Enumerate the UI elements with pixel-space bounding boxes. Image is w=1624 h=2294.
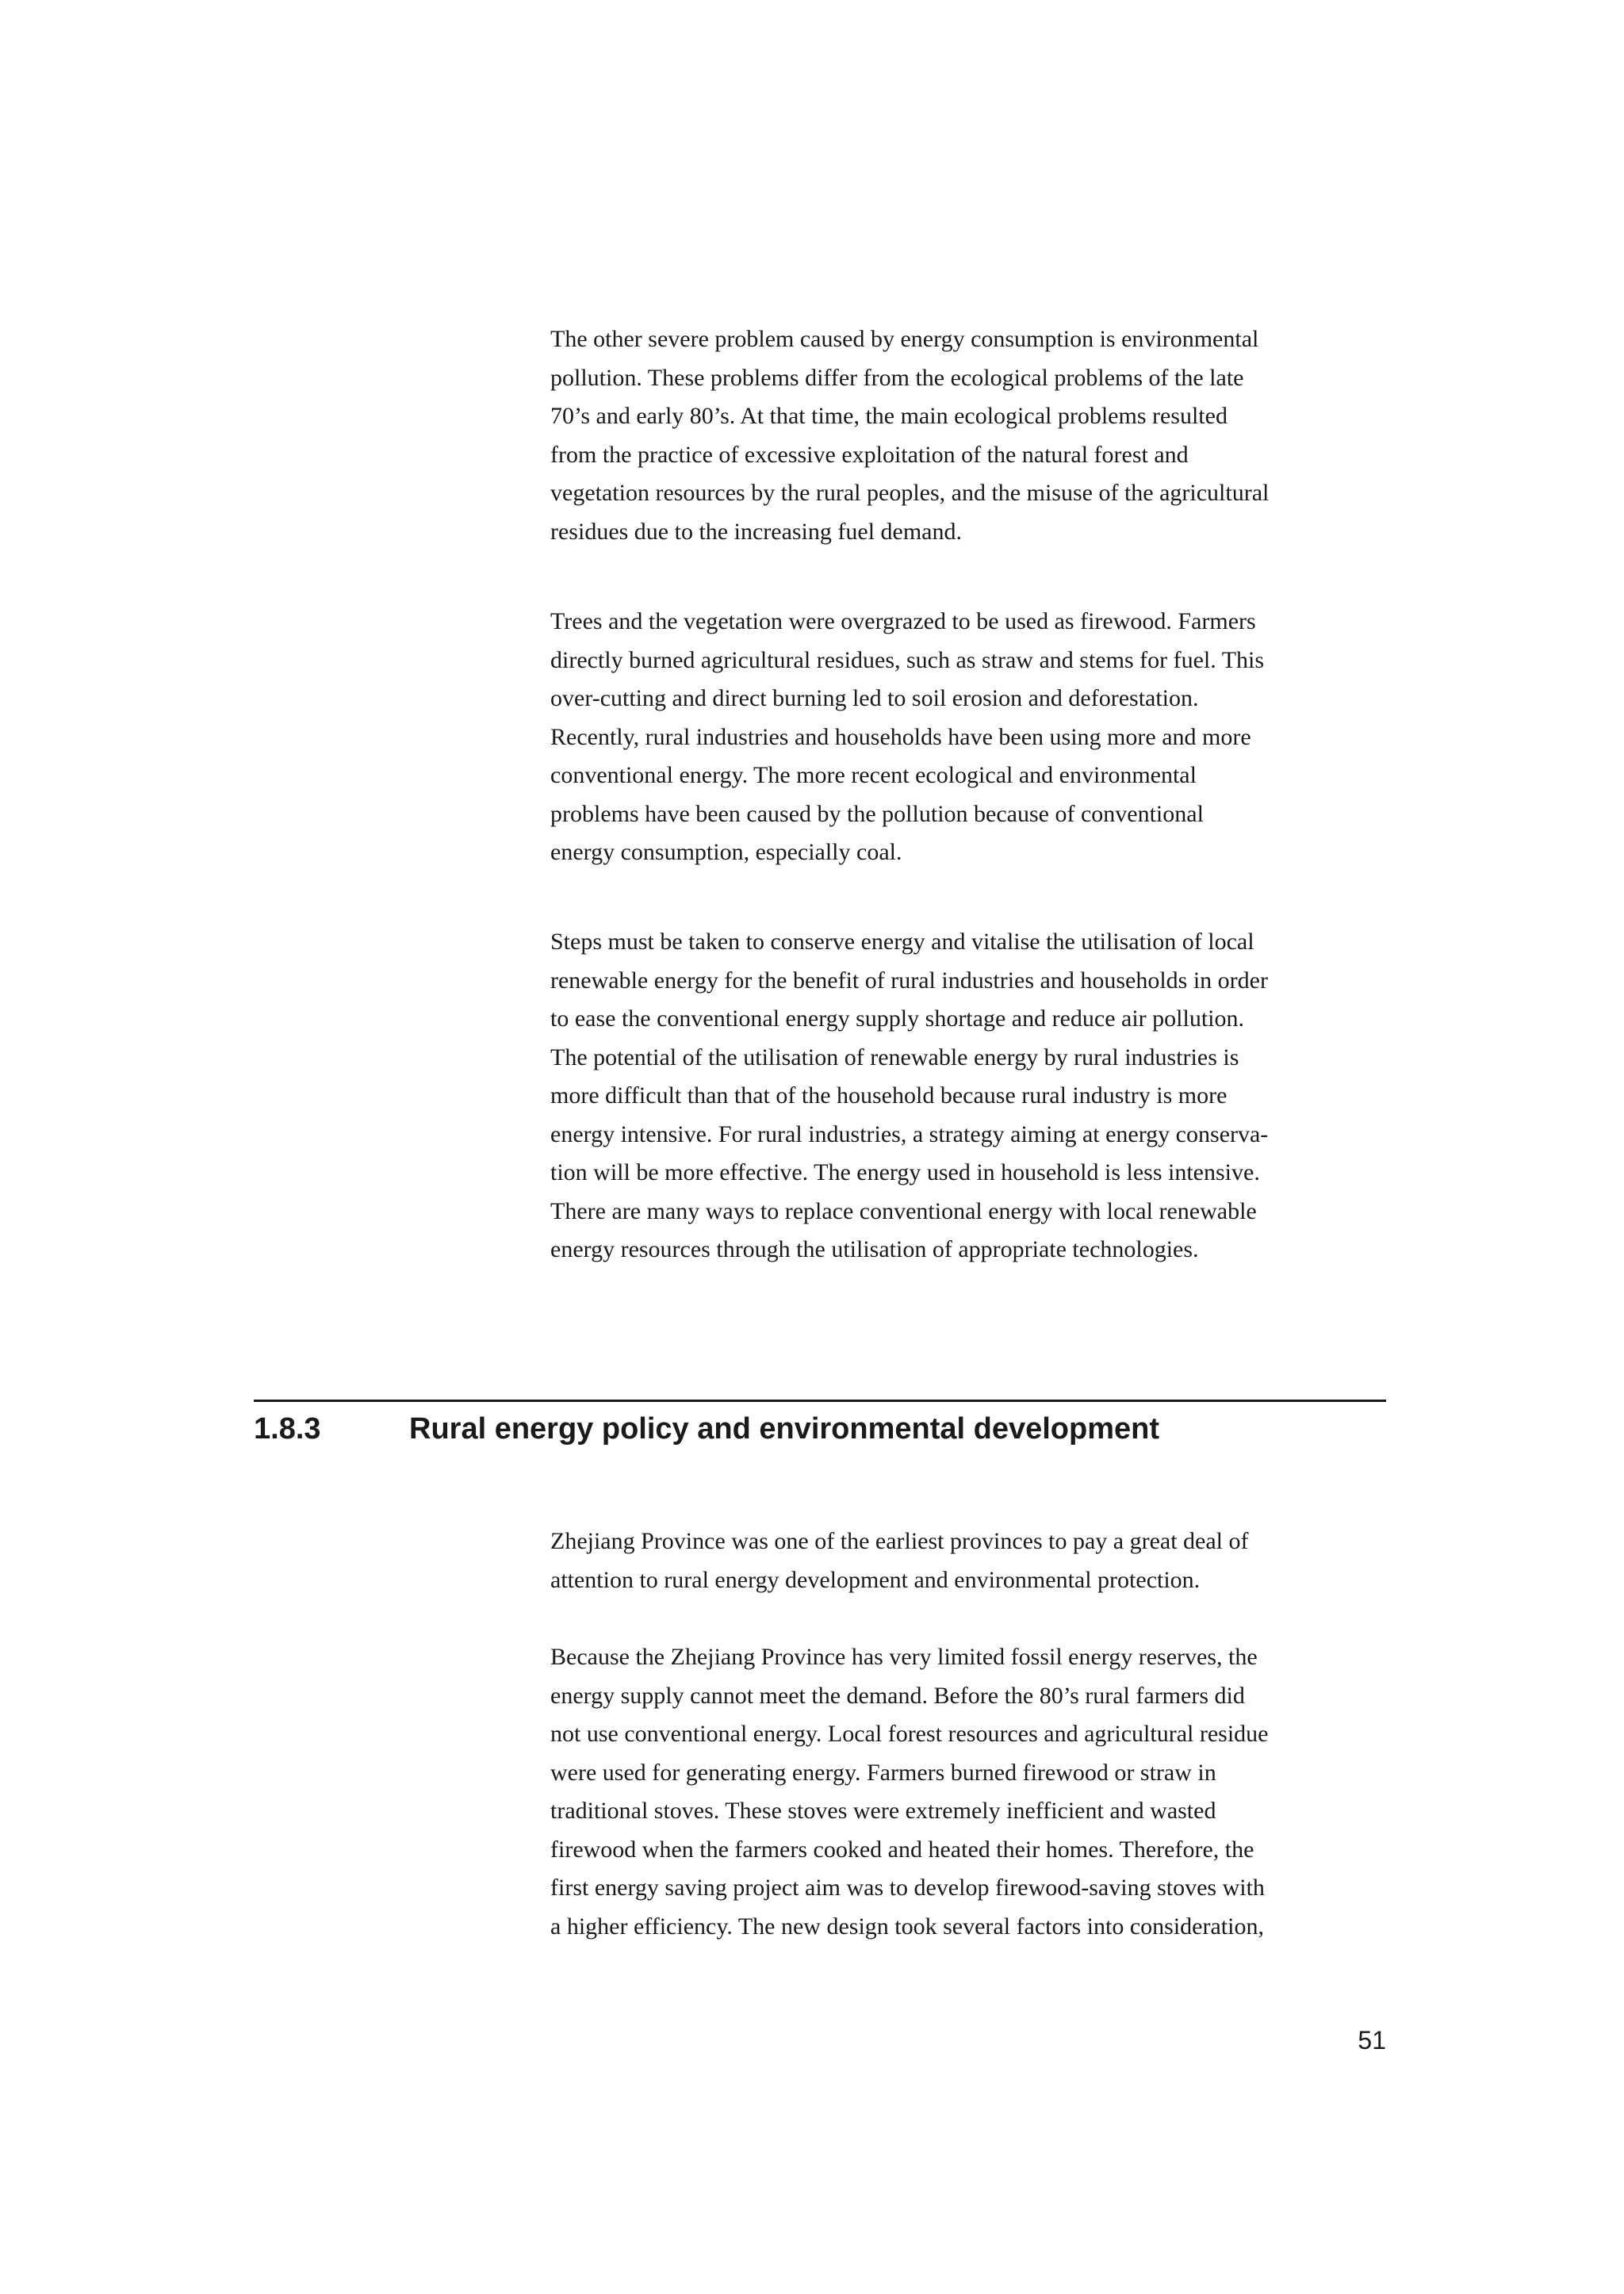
paragraph-line: The other severe problem caused by energy consumption is environmental (550, 326, 1259, 352)
paragraph-line: traditional stoves. These stoves were extremely inefficient and wasted (550, 1798, 1216, 1824)
paragraph-line: over-cutting and direct burning led to soil erosion and deforestation. (550, 685, 1199, 711)
paragraph-line: first energy saving project aim was to develop firewood-saving stoves with (550, 1875, 1265, 1901)
paragraph-line: Trees and the vegetation were overgrazed to be used as firewood. Farmers (550, 608, 1256, 634)
body-paragraph (550, 1522, 1397, 1599)
paragraph-line: The potential of the utilisation of renewable energy by rural industries is (550, 1044, 1239, 1070)
paragraph-line: energy resources through the utilisation of appropriate technologies. (550, 1236, 1199, 1262)
paragraph-line: pollution. These problems differ from the ecological problems of the late (550, 364, 1244, 391)
paragraph-line: energy consumption, especially coal. (550, 839, 902, 865)
paragraph-line: not use conventional energy. Local forest resources and agricultural residue (550, 1721, 1269, 1747)
section-number: 1.8.3 (254, 1412, 321, 1446)
section-divider (254, 1400, 1386, 1402)
paragraph-line: energy intensive. For rural industries, a strategy aiming at energy conserva- (550, 1120, 1269, 1147)
paragraph-line: from the practice of excessive exploitation of the natural forest and (550, 441, 1189, 468)
paragraph-line: problems have been caused by the pollution because of conventional (550, 800, 1204, 827)
body-paragraph (550, 923, 1397, 1270)
paragraph-line: 70’s and early 80’s. At that time, the main ecological problems resulted (550, 403, 1228, 429)
paragraph-line: residues due to the increasing fuel demand. (550, 518, 962, 545)
paragraph-line: Zhejiang Province was one of the earliest provinces to pay a great deal of (550, 1528, 1249, 1554)
page-number: 51 (1358, 2026, 1386, 2055)
paragraph-line: to ease the conventional energy supply shortage and reduce air pollution. (550, 1005, 1245, 1032)
paragraph-line: There are many ways to replace conventional energy with local renewable (550, 1197, 1257, 1224)
paragraph-line: directly burned agricultural residues, such as straw and stems for fuel. This (550, 646, 1265, 673)
paragraph-line: conventional energy. The more recent ecological and environmental (550, 762, 1197, 788)
paragraph-line: tion will be more effective. The energy used in household is less intensive. (550, 1159, 1260, 1185)
section-title: Rural energy policy and environmental development (409, 1412, 1160, 1446)
paragraph-line: were used for generating energy. Farmers burned firewood or straw in (550, 1759, 1216, 1786)
body-paragraph (550, 320, 1397, 551)
paragraph-line: Steps must be taken to conserve energy and vitalise the utilisation of local (550, 929, 1254, 955)
paragraph-line: firewood when the farmers cooked and heated their homes. Therefore, the (550, 1836, 1254, 1863)
paragraph-line: vegetation resources by the rural peoples, and the misuse of the agricultural (550, 480, 1270, 506)
body-paragraph (550, 603, 1397, 872)
paragraph-line: Because the Zhejiang Province has very limited fossil energy reserves, the (550, 1644, 1258, 1670)
paragraph-line: renewable energy for the benefit of rural industries and households in order (550, 967, 1268, 994)
body-paragraph (550, 1638, 1397, 1946)
paragraph-line: attention to rural energy development and environmental protection. (550, 1566, 1201, 1593)
paragraph-line: more difficult than that of the household because rural industry is more (550, 1082, 1228, 1109)
paragraph-line: a higher efficiency. The new design took several factors into consideration, (550, 1913, 1264, 1940)
paragraph-line: energy supply cannot meet the demand. Before the 80’s rural farmers did (550, 1682, 1245, 1709)
paragraph-line: Recently, rural industries and households have been using more and more (550, 723, 1251, 750)
